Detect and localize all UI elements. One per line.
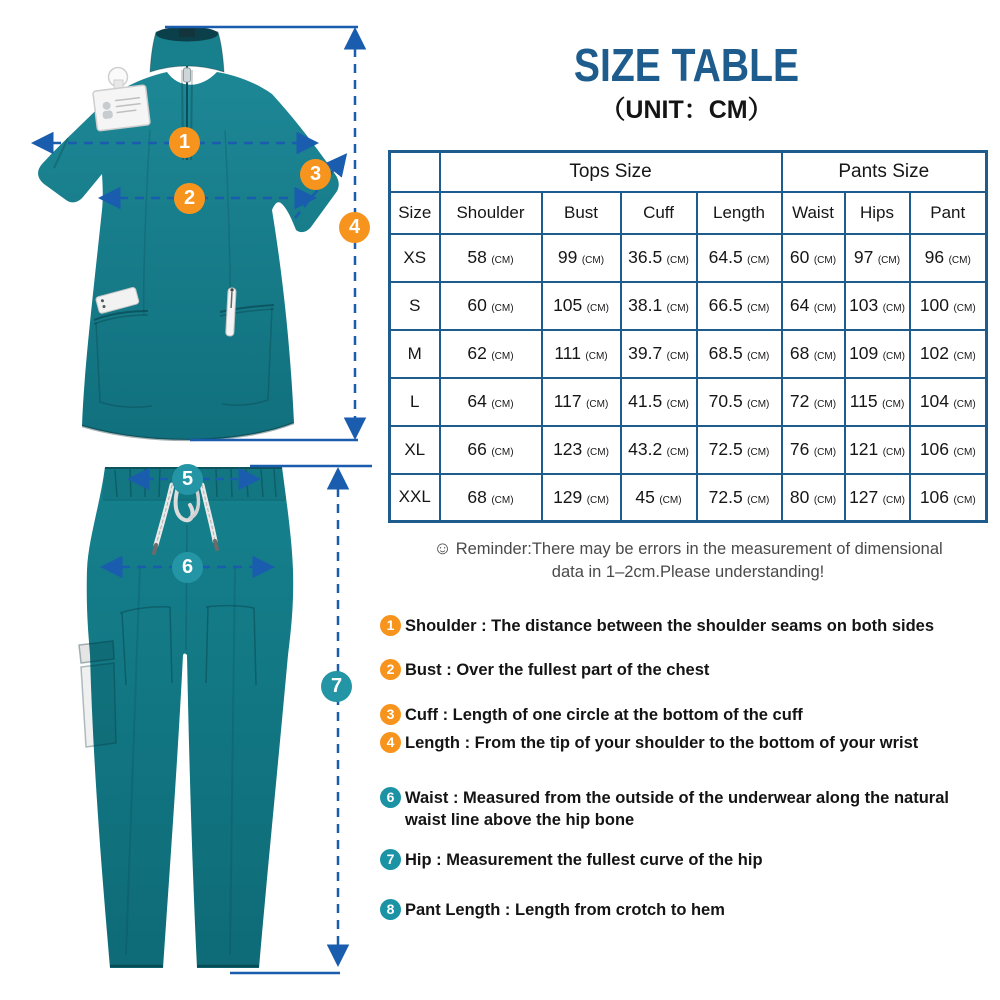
measurement-cell <box>621 330 697 378</box>
measurement-value: 117 <box>553 391 582 411</box>
size-table-body <box>390 234 987 522</box>
unit-label: (CM) <box>882 351 905 362</box>
legend-text: Hip : Measurement the fullest curve of the hip <box>405 851 763 869</box>
measurement-cell <box>542 234 621 282</box>
unit-label: (CM) <box>491 399 514 410</box>
col-header-pant: Pant <box>910 192 987 234</box>
corner-cell <box>390 152 440 192</box>
measurement-value: 68 <box>467 486 487 507</box>
unit-label: (CM) <box>586 494 609 506</box>
measurement-cell <box>542 426 621 474</box>
unit-label: (CM) <box>659 494 682 506</box>
measurement-cell <box>440 378 542 426</box>
measurement-cell <box>621 282 697 330</box>
page-title: SIZE TABLE <box>573 39 800 91</box>
legend-badge-8: 8 <box>380 899 401 920</box>
pants-body <box>87 467 293 968</box>
figure-badge-3: 3 <box>300 159 331 190</box>
measurement-value: 66.5 <box>708 295 743 315</box>
measurement-cell <box>440 426 542 474</box>
measurement-cell <box>910 378 987 426</box>
unit-label: (CM) <box>666 351 689 362</box>
figure-badge-6: 6 <box>172 552 203 583</box>
measurement-value: 105 <box>553 295 583 315</box>
measurement-value: 68.5 <box>708 343 743 363</box>
unit-label: (CM) <box>953 494 976 506</box>
unit-label: (CM) <box>747 494 770 506</box>
unit-label: (CM) <box>666 255 689 266</box>
size-label: M <box>390 330 440 378</box>
measurement-value: 109 <box>849 343 879 363</box>
unit-label: (CM) <box>813 447 837 458</box>
measurement-cell <box>621 474 697 522</box>
legend-item-7 <box>380 849 763 871</box>
size-row-l <box>390 378 987 426</box>
unit-label: (CM) <box>747 447 770 458</box>
legend-text: Waist : Measured from the outside of the underwear along the natural waist line above the hip bone <box>405 789 949 829</box>
size-row-xs <box>390 234 987 282</box>
measurement-value: 72 <box>789 391 810 411</box>
measurement-cell <box>621 426 697 474</box>
legend-badge-7: 7 <box>380 849 401 870</box>
pants-size-group-header: Pants Size <box>782 152 987 192</box>
unit-subtitle: （UNIT：CM） <box>600 96 773 124</box>
reminder-text-1: Reminder:There may be errors in the measurement of dimensional <box>455 540 943 558</box>
measurement-value: 106 <box>919 439 950 459</box>
reminder-line-2: data in 1–2cm.Please understanding! <box>551 563 825 581</box>
size-row-m <box>390 330 987 378</box>
measurement-value: 123 <box>553 439 583 459</box>
unit-label: (CM) <box>813 303 837 314</box>
measurement-value: 80 <box>789 486 810 507</box>
measurement-value: 45 <box>635 486 655 507</box>
measurement-value: 64.5 <box>708 247 743 267</box>
unit-label: (CM) <box>747 351 770 362</box>
measurement-cell <box>845 426 910 474</box>
measurement-value: 72.5 <box>708 439 743 459</box>
legend-text: Cuff : Length of one circle at the bottom of the cuff <box>405 706 803 724</box>
unit-label: (CM) <box>813 255 837 266</box>
legend-badge-2: 2 <box>380 659 401 680</box>
unit-label: (CM) <box>882 447 905 458</box>
measurement-value: 111 <box>554 343 581 363</box>
measurement-cell <box>845 330 910 378</box>
legend-item-6 <box>380 787 983 831</box>
scrub-top-photo <box>10 10 375 455</box>
table-column-header-row <box>390 192 987 234</box>
measurement-cell <box>697 378 782 426</box>
unit-label: (CM) <box>882 399 905 410</box>
size-table <box>388 150 988 523</box>
unit-label: (CM) <box>747 303 770 314</box>
measurement-cell <box>697 234 782 282</box>
reminder-line-1 <box>388 537 988 561</box>
measurement-value: 66 <box>467 439 487 459</box>
figure-badge-5: 5 <box>172 464 203 495</box>
cargo-pocket <box>79 641 116 747</box>
size-label: XXL <box>390 474 440 522</box>
size-label: S <box>390 282 440 330</box>
measurement-cell <box>782 234 845 282</box>
measurement-cell <box>845 378 910 426</box>
size-row-xxl <box>390 474 987 522</box>
measurement-value: 104 <box>919 391 950 411</box>
measurement-value: 129 <box>553 486 583 507</box>
legend-item-2 <box>380 659 709 681</box>
measurement-value: 64 <box>789 295 810 315</box>
measurement-cell <box>910 234 987 282</box>
unit-label: (CM) <box>491 351 514 362</box>
smiley-icon: ☺ <box>433 538 452 558</box>
size-row-s <box>390 282 987 330</box>
measurement-cell <box>621 234 697 282</box>
unit-label: (CM) <box>586 447 609 458</box>
measurement-value: 60 <box>789 247 810 267</box>
measurement-cell <box>440 474 542 522</box>
measurement-value: 58 <box>467 247 487 267</box>
measurement-cell <box>697 330 782 378</box>
unit-label: (CM) <box>813 399 837 410</box>
measurement-cell <box>542 282 621 330</box>
unit-label: (CM) <box>666 399 689 410</box>
measurement-value: 64 <box>467 391 487 411</box>
figure-badge-1: 1 <box>169 127 200 158</box>
legend-text: Pant Length : Length from crotch to hem <box>405 901 725 919</box>
measurement-value: 68 <box>789 343 810 363</box>
measurement-value: 115 <box>849 391 878 411</box>
legend-text: Length : From the tip of your shoulder to the bottom of your wrist <box>405 734 919 752</box>
tops-size-group-header: Tops Size <box>440 152 782 192</box>
col-header-hips: Hips <box>845 192 910 234</box>
size-label: XS <box>390 234 440 282</box>
zipper-pull <box>184 68 191 82</box>
measurement-cell <box>440 330 542 378</box>
measurement-cell <box>782 474 845 522</box>
measurement-cell <box>845 282 910 330</box>
legend-item-3 <box>380 704 803 726</box>
unit-label: (CM) <box>666 303 689 314</box>
col-header-length: Length <box>697 192 782 234</box>
unit-label: (CM) <box>877 255 901 266</box>
unit-label: (CM) <box>953 399 976 410</box>
measurement-value: 96 <box>924 247 945 267</box>
legend-item-8 <box>380 899 725 921</box>
measurement-cell <box>697 426 782 474</box>
measurement-value: 36.5 <box>628 247 663 267</box>
col-header-shoulder: Shoulder <box>440 192 542 234</box>
measurement-cell <box>910 426 987 474</box>
measurement-cell <box>440 234 542 282</box>
unit-label: (CM) <box>586 399 609 410</box>
measurement-cell <box>845 234 910 282</box>
unit-label: (CM) <box>948 255 971 266</box>
measurement-cell <box>910 474 987 522</box>
measurement-value: 76 <box>789 439 810 459</box>
measurement-cell <box>542 378 621 426</box>
legend-badge-1: 1 <box>380 615 401 636</box>
col-header-waist: Waist <box>782 192 845 234</box>
unit-label: (CM) <box>491 303 514 314</box>
unit-label: (CM) <box>666 447 689 458</box>
unit-label: (CM) <box>491 447 514 458</box>
measurement-cell <box>542 474 621 522</box>
unit-label: (CM) <box>747 399 770 410</box>
measurement-value: 70.5 <box>708 391 743 411</box>
size-label: XL <box>390 426 440 474</box>
col-header-size: Size <box>390 192 440 234</box>
measurement-cell <box>697 282 782 330</box>
measurement-cell <box>782 426 845 474</box>
unit-label: (CM) <box>953 303 976 314</box>
measurement-value: 41.5 <box>628 391 663 411</box>
legend-badge-3: 3 <box>380 704 401 725</box>
measurement-cell <box>782 330 845 378</box>
figure-badge-4: 4 <box>339 212 370 243</box>
id-badge <box>93 68 150 132</box>
measurement-value: 43.2 <box>628 439 663 459</box>
unit-label: (CM) <box>491 494 514 506</box>
unit-label: (CM) <box>491 255 514 266</box>
measurement-value: 121 <box>849 439 879 459</box>
measurement-cell <box>845 474 910 522</box>
legend-badge-6: 6 <box>380 787 401 808</box>
table-group-header-row <box>390 152 987 192</box>
legend-item-4 <box>380 732 918 754</box>
size-row-xl <box>390 426 987 474</box>
measurement-value: 99 <box>557 247 578 267</box>
unit-label: (CM) <box>585 351 608 362</box>
unit-label: (CM) <box>586 303 609 314</box>
unit-label: (CM) <box>813 494 837 506</box>
measurement-value: 60 <box>467 295 487 315</box>
legend-item-1 <box>380 615 934 637</box>
legend-badge-4: 4 <box>380 732 401 753</box>
unit-label: (CM) <box>882 494 905 506</box>
size-label: L <box>390 378 440 426</box>
measurement-cell <box>440 282 542 330</box>
measurement-cell <box>782 378 845 426</box>
unit-label: (CM) <box>747 255 770 266</box>
measurement-value: 102 <box>919 343 950 363</box>
measurement-cell <box>910 282 987 330</box>
scrub-pants-photo <box>20 445 380 985</box>
measurement-value: 38.1 <box>628 295 663 315</box>
legend-text: Bust : Over the fullest part of the chest <box>405 661 710 679</box>
measurement-cell <box>697 474 782 522</box>
measurement-value: 127 <box>849 486 879 507</box>
measurement-cell <box>910 330 987 378</box>
reminder-note <box>388 537 988 584</box>
measurement-value: 72.5 <box>708 486 743 507</box>
figure-badge-2: 2 <box>174 183 205 214</box>
measurement-value: 39.7 <box>628 343 663 363</box>
legend-text: Shoulder : The distance between the shoulder seams on both sides <box>405 617 935 635</box>
unit-label: (CM) <box>953 351 976 362</box>
unit-label: (CM) <box>581 255 605 266</box>
unit-label: (CM) <box>813 351 837 362</box>
col-header-cuff: Cuff <box>621 192 697 234</box>
unit-label: (CM) <box>953 447 976 458</box>
measurement-value: 103 <box>849 295 879 315</box>
figure-badge-7: 7 <box>321 671 352 702</box>
measurement-cell <box>542 330 621 378</box>
unit-label: (CM) <box>882 303 905 314</box>
measurement-cell <box>782 282 845 330</box>
col-header-bust: Bust <box>542 192 621 234</box>
measurement-value: 97 <box>853 247 874 267</box>
measurement-value: 100 <box>919 295 950 315</box>
measurement-value: 106 <box>919 486 950 507</box>
measurement-cell <box>621 378 697 426</box>
measurement-value: 62 <box>467 343 487 363</box>
